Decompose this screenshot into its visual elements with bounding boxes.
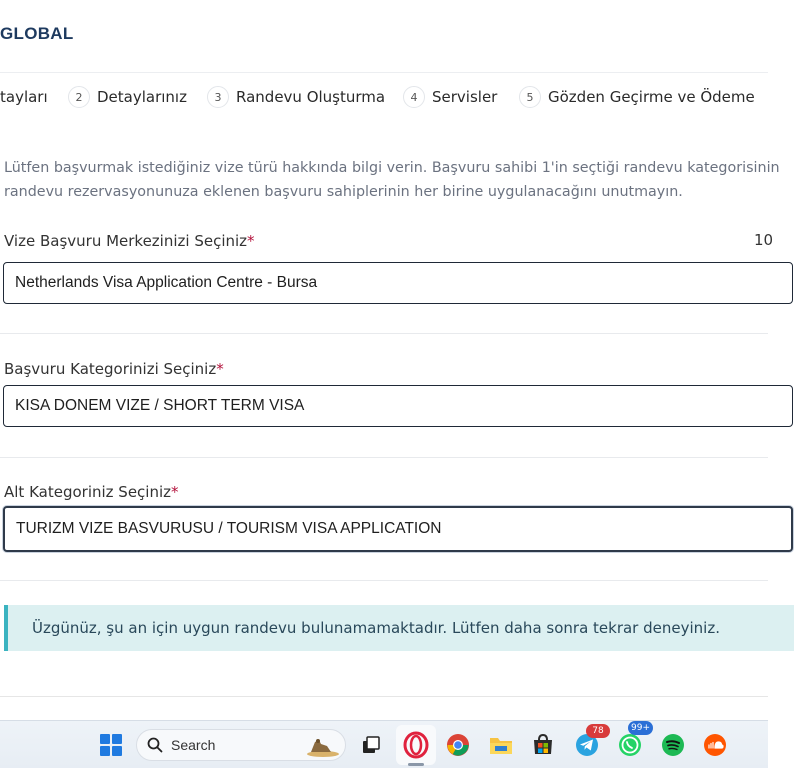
centre-label-text: Vize Başvuru Merkezinizi Seçiniz: [4, 232, 248, 250]
category-label-text: Başvuru Kategorinizi Seçiniz: [4, 360, 217, 378]
section-divider: [0, 333, 768, 334]
telegram-icon[interactable]: [572, 726, 604, 760]
step-3-number: 3: [207, 86, 229, 108]
content-bottom-divider: [0, 696, 768, 697]
windows-taskbar: [0, 720, 768, 768]
section-divider: [0, 457, 768, 458]
search-label: Search: [171, 737, 216, 753]
step-5-label: Gözden Geçirme ve Ödeme: [548, 88, 755, 106]
step-5: [519, 84, 755, 110]
subcategory-select[interactable]: [3, 506, 793, 552]
centre-field-label: [4, 232, 255, 250]
category-select[interactable]: [3, 385, 793, 427]
centre-select-value: Netherlands Visa Application Centre - Bursa: [15, 274, 318, 291]
category-select-value: KISA DONEM VIZE / SHORT TERM VISA: [15, 397, 305, 414]
subcategory-label-text: Alt Kategoriniz Seçiniz: [4, 483, 172, 501]
whatsapp-icon[interactable]: [615, 723, 650, 760]
step-3: [207, 84, 385, 110]
step-1: [0, 84, 48, 110]
progress-stepper: [0, 84, 768, 110]
step-2-number: 2: [68, 86, 90, 108]
whatsapp-unread-badge: 99+: [628, 721, 653, 735]
required-mark: *: [171, 483, 179, 501]
file-explorer-icon[interactable]: [486, 730, 516, 760]
step-4: [403, 84, 497, 110]
subcategory-select-value: TURIZM VIZE BASVURUSU / TOURISM VISA APPLICATION: [16, 520, 442, 537]
task-view-icon[interactable]: [356, 730, 386, 760]
centre-counter: 10: [754, 231, 774, 249]
section-divider: [0, 580, 768, 581]
intro-text: [4, 156, 804, 204]
category-field-label: [4, 360, 224, 378]
centre-select[interactable]: [3, 262, 793, 304]
step-1-label: tayları: [0, 88, 48, 106]
search-highlight-icon: [301, 734, 341, 761]
opera-browser-icon[interactable]: [401, 730, 431, 760]
step-4-label: Servisler: [432, 88, 498, 106]
step-3-label: Randevu Oluşturma: [236, 88, 386, 106]
microsoft-store-icon[interactable]: [528, 730, 558, 760]
search-icon: [147, 737, 163, 753]
soundcloud-icon[interactable]: [700, 730, 730, 760]
step-2-label: Detaylarınız: [97, 88, 187, 106]
step-4-number: 4: [403, 86, 425, 108]
taskbar-search[interactable]: [136, 729, 346, 761]
required-mark: *: [247, 232, 255, 250]
step-5-number: 5: [519, 86, 541, 108]
header-divider: [0, 72, 768, 73]
windows-start-button[interactable]: [96, 730, 126, 760]
telegram-unread-badge: 78: [586, 724, 610, 738]
chrome-browser-icon[interactable]: [443, 730, 473, 760]
intro-line-1: Lütfen başvurmak istediğiniz vize türü hakkında bilgi verin. Başvuru sahibi 1'in seçtiği randevu kategorisinin: [4, 160, 780, 176]
no-appointment-alert: [4, 605, 794, 651]
intro-line-2: randevu rezervasyonunuza eklenen başvuru sahiplerinin her birine uygulanacağını unutmayın.: [4, 184, 683, 200]
windows-logo-icon: [100, 734, 122, 756]
spotify-icon[interactable]: [658, 730, 688, 760]
active-indicator: [408, 763, 424, 766]
vfs-global-logo[interactable]: GLOBAL: [0, 24, 74, 43]
subcategory-field-label: [4, 483, 179, 501]
required-mark: *: [216, 360, 224, 378]
step-2: [68, 84, 187, 110]
alert-message: Üzgünüz, şu an için uygun randevu bulunamamaktadır. Lütfen daha sonra tekrar deneyiniz.: [32, 619, 720, 637]
